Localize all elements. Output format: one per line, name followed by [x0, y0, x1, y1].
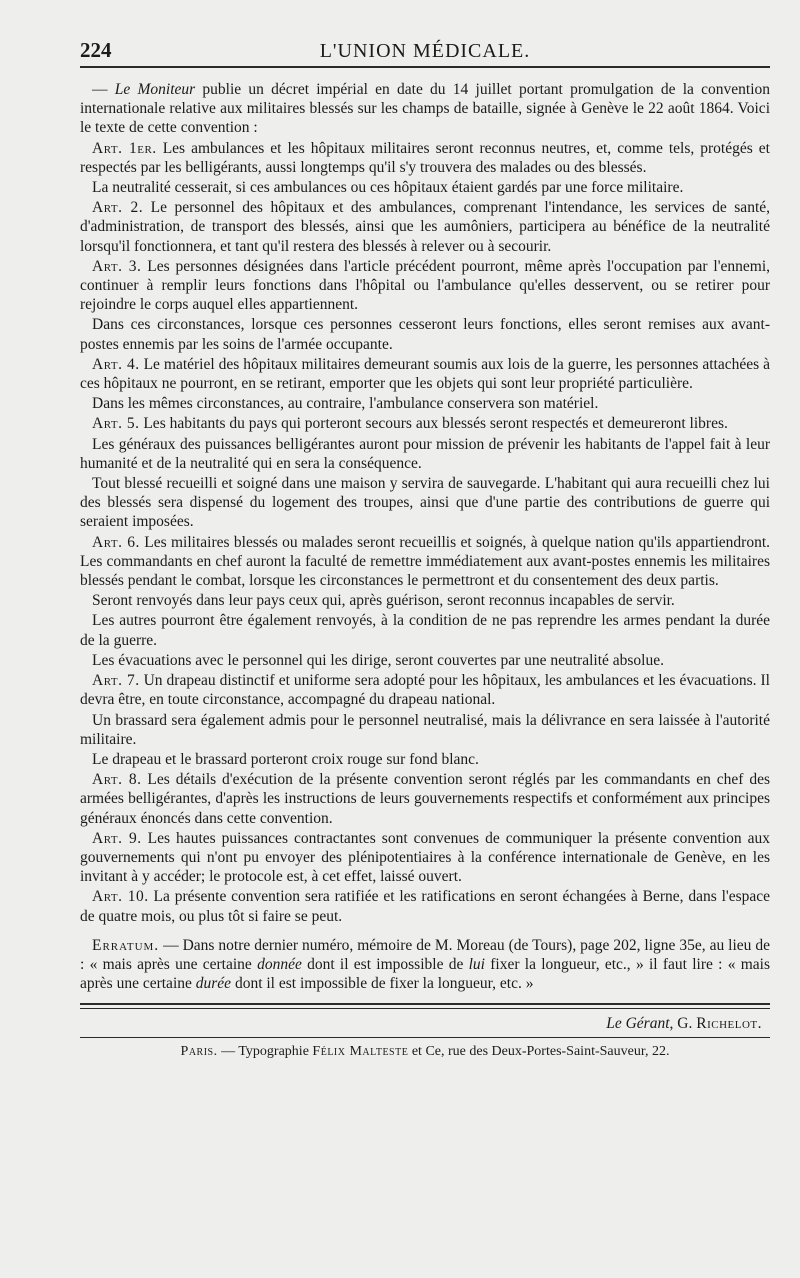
- article-label: Art. 1er.: [92, 139, 157, 157]
- printer-name: Félix Malteste: [312, 1044, 409, 1060]
- article-6-paragraph: Les autres pourront être également renvoyés, à la condition de ne pas reprendre les armes pendant la durée de la guerre.: [80, 612, 770, 649]
- article-label: Art. 6.: [92, 533, 140, 551]
- article-8: Art. 8. Les détails d'exécution de la présente convention seront réglés par les commandants en chef des armées belligérantes, d'après les instructions de leurs gouvernements respectifs et conformément aux principes généraux énoncés dans cette convention.: [80, 771, 770, 827]
- article-3: Art. 3. Les personnes désignées dans l'article précédent pourront, même après l'occupation par l'ennemi, continuer à remplir leurs fonctions dans l'hôpital ou l'ambulance qu'elles desservent, ou se retirer pour rejoindre le corps auquel elles appartiennent.: [80, 257, 771, 314]
- intro-paragraph: — Le Moniteur publie un décret impérial en date du 14 juillet portant promulgation de la convention internationale relative aux militaires blessés sur les champs de bataille, signée à Genève le 22 août 1864. Voici le texte de cette convention :: [80, 81, 771, 137]
- printer-divider: [80, 1037, 770, 1038]
- article-6: Art. 6. Les militaires blessés ou malades seront recueillis et soignés, à quelque nation qu'ils appartiendront. Les commandants en chef auront la faculté de remettre immédiatement aux avant-postes ennemis les militaires blessés pendant le combat, lorsque les circonstances le permettront et du consentement des deux partis.: [80, 533, 770, 590]
- article-4: Art. 4. Le matériel des hôpitaux militaires demeurant soumis aux lois de la guerre, les personnes attachées à ces hôpitaux ne pourront, en se retirant, emporter que les objets qui sont leur propriété particulière.: [80, 355, 771, 393]
- article-10: Art. 10. La présente convention sera ratifiée et les ratifications en seront échangées à Berne, dans l'espace de quatre mois, ou plus tôt si faire se peut.: [80, 888, 771, 925]
- article-label: Art. 2.: [92, 199, 144, 217]
- erratum-paragraph: Erratum. — Dans notre dernier numéro, mémoire de M. Moreau (de Tours), page 202, ligne 35e, au lieu de : « mais après une certaine donnée dont il est impossible de lui fixer la longueur, etc., » il faut lire : « mais après une certaine durée dont il est impossible de fixer la longueur, etc. »: [80, 936, 770, 993]
- article-label: Art. 3.: [92, 257, 142, 275]
- footer-divider: [80, 1003, 770, 1009]
- article-5-paragraph: Les généraux des puissances belligérantes auront pour mission de prévenir les habitants de l'appel fait à leur humanité et de la neutralité qui en sera la conséquence.: [80, 435, 770, 472]
- running-title: L'UNION MÉDICALE.: [319, 40, 531, 62]
- article-7-paragraph: Le drapeau et le brassard porteront croix rouge sur fond blanc.: [92, 750, 479, 768]
- article-7-paragraph: Un brassard sera également admis pour le personnel neutralisé, mais la délivrance en sera laissée à l'autorité militaire.: [80, 711, 770, 748]
- article-label: Art. 10.: [92, 888, 149, 906]
- article-6-paragraph: Les évacuations avec le personnel qui les dirige, seront couvertes par une neutralité absolue.: [92, 651, 664, 669]
- article-5-paragraph: Tout blessé recueilli et soigné dans une maison y servira de sauvegarde. L'habitant qui aura recueilli chez lui des blessés sera dispensé du logement des troupes, ainsi que d'une partie des contributions de guerre qui seraient imposées.: [80, 475, 770, 531]
- article-6-paragraph: Seront renvoyés dans leur pays ceux qui, après guérison, seront reconnus incapables de servir.: [92, 592, 675, 610]
- source-name: Le Moniteur: [114, 81, 196, 98]
- printer-line: Paris. — Typographie Félix Malteste et Ce, rue des Deux-Portes-Saint-Sauveur, 22.: [180, 1044, 670, 1060]
- signature-name: Richelot.: [696, 1015, 762, 1033]
- article-label: Art. 9.: [92, 829, 142, 847]
- article-7: Art. 7. Un drapeau distinctif et uniforme sera adopté pour les hôpitaux, les ambulances et les évacuations. Il devra être, en toute circonstance, accompagné du drapeau national.: [80, 672, 770, 709]
- signature: Le Gérant, G. Richelot.: [606, 1015, 762, 1033]
- article-3-paragraph: Dans ces circonstances, lorsque ces personnes cesseront leurs fonctions, elles seront remises aux avant-postes ennemis par les soins de l'armée occupante.: [80, 316, 770, 353]
- page-number: 224: [80, 38, 112, 62]
- page-header: [80, 38, 770, 68]
- erratum-label: Erratum.: [92, 936, 160, 954]
- article-1-paragraph: La neutralité cesserait, si ces ambulances ou ces hôpitaux étaient gardés par une force militaire.: [92, 179, 684, 197]
- article-2: Art. 2. Le personnel des hôpitaux et des ambulances, comprenant l'intendance, les services de santé, d'administration, de transport des blessés, ainsi que les aumôniers, participera au bénéfice de la neutralité lorsqu'il fonctionnera, et tant qu'il restera des blessés à relever ou à secourir.: [80, 199, 770, 255]
- signature-role: Le Gérant: [606, 1015, 670, 1033]
- article-1: Art. 1er. Les ambulances et les hôpitaux militaires seront reconnus neutres, et, comme tels, protégés et respectés par les belligérants, aussi longtemps qu'il s'y trouvera des malades ou des blessés.: [80, 139, 770, 176]
- article-4-paragraph: Dans les mêmes circonstances, au contraire, l'ambulance conservera son matériel.: [92, 395, 599, 413]
- article-body: [80, 80, 770, 993]
- article-label: Art. 4.: [92, 355, 140, 373]
- article-label: Art. 8.: [92, 771, 142, 789]
- article-label: Art. 5.: [92, 415, 140, 433]
- article-5: Art. 5. Les habitants du pays qui porteront secours aux blessés seront respectés et demeureront libres.: [92, 415, 728, 433]
- article-label: Art. 7.: [92, 672, 140, 690]
- article-9: Art. 9. Les hautes puissances contractantes sont convenues de communiquer la présente convention aux gouvernements qui n'ont pu envoyer des plénipotentiaires à la conférence internationale de Genève, en les invitant à y accéder; le protocole est, à cet effet, laissé ouvert.: [80, 829, 771, 886]
